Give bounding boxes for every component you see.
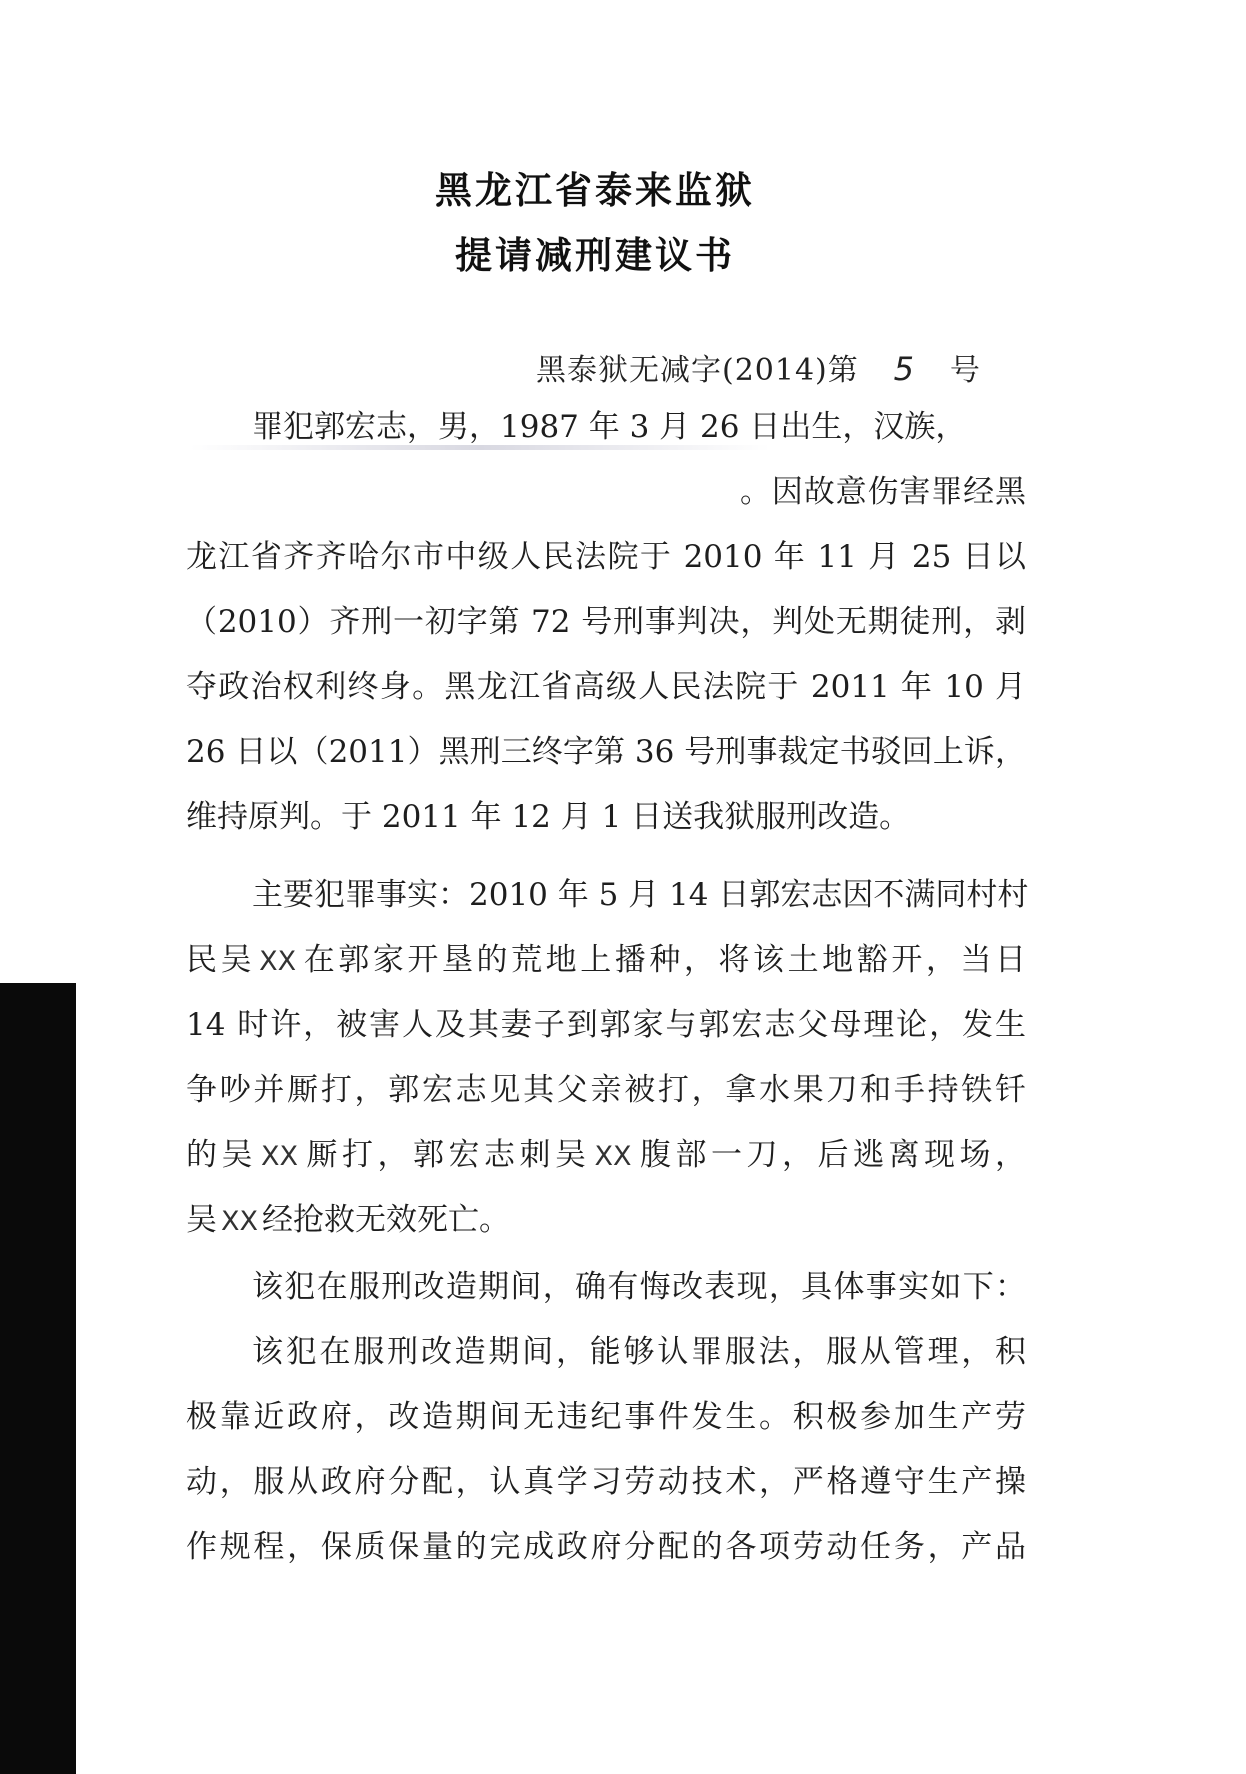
body-line: 。因故意伤害罪经黑	[740, 474, 1026, 510]
line-fragment: 的吴	[186, 1137, 257, 1173]
line-fragment: 民吴	[186, 942, 256, 978]
body-line: 极靠近政府，改造期间无违纪事件发生。积极参加生产劳	[186, 1399, 1026, 1435]
doc-number-prefix: 黑泰狱无减字(2014)第	[536, 353, 859, 388]
body-line: 14 时许，被害人及其妻子到郭家与郭宏志父母理论，发生	[186, 1007, 1026, 1043]
body-line: 龙江省齐齐哈尔市中级人民法院于 2010 年 11 月 25 日以	[186, 539, 1026, 575]
redaction-mark: XX	[259, 946, 297, 977]
body-line: 争吵并厮打，郭宏志见其父亲被打，拿水果刀和手持铁钎	[186, 1072, 1026, 1108]
body-line: 夺政治权利终身。黑龙江省高级人民法院于 2011 年 10 月	[186, 669, 1026, 705]
body-line: 罪犯郭宏志，男，1987 年 3 月 26 日出生，汉族，	[252, 409, 967, 445]
body-line	[186, 1132, 1026, 1178]
line-fragment: 在郭家开垦的荒地上播种，将该土地豁开，当日	[300, 942, 1027, 978]
redaction-mark: XX	[221, 1206, 258, 1237]
body-line: 作规程，保质保量的完成政府分配的各项劳动任务，产品	[186, 1529, 1026, 1565]
line-fragment: 腹部一刀，后逃离现场，	[635, 1137, 1026, 1173]
body-line: 动，服从政府分配，认真学习劳动技术，严格遵守生产操	[186, 1464, 1026, 1500]
body-line	[186, 937, 1026, 983]
body-line: （2010）齐刑一初字第 72 号刑事判决，判处无期徒刑，剥	[186, 604, 1026, 640]
document-title: 提请减刑建议书	[455, 234, 735, 277]
line-fragment: 经抢救无效死亡。	[262, 1202, 510, 1238]
doc-number-suffix: 号	[949, 353, 981, 388]
document-number	[536, 345, 981, 389]
redaction-mark: XX	[594, 1141, 632, 1172]
doc-number-handwritten: 5	[893, 350, 915, 388]
line-fragment: 吴	[186, 1202, 217, 1238]
institution-heading: 黑龙江省泰来监狱	[435, 169, 755, 212]
body-line: 该犯在服刑改造期间，确有悔改表现，具体事实如下：	[252, 1269, 1026, 1305]
body-line: 主要犯罪事实：2010 年 5 月 14 日郭宏志因不满同村村	[252, 877, 1029, 913]
body-line: 该犯在服刑改造期间，能够认罪服法，服从管理，积	[252, 1334, 1026, 1370]
scan-dark-edge	[0, 983, 76, 1774]
body-line: 维持原判。于 2011 年 12 月 1 日送我狱服刑改造。	[186, 799, 911, 835]
redaction-mark: XX	[261, 1141, 298, 1172]
body-line	[186, 1197, 1026, 1243]
body-line: 26 日以（2011）黑刑三终字第 36 号刑事裁定书驳回上诉，	[186, 734, 1026, 770]
line-fragment: 厮打，郭宏志刺吴	[302, 1137, 591, 1173]
